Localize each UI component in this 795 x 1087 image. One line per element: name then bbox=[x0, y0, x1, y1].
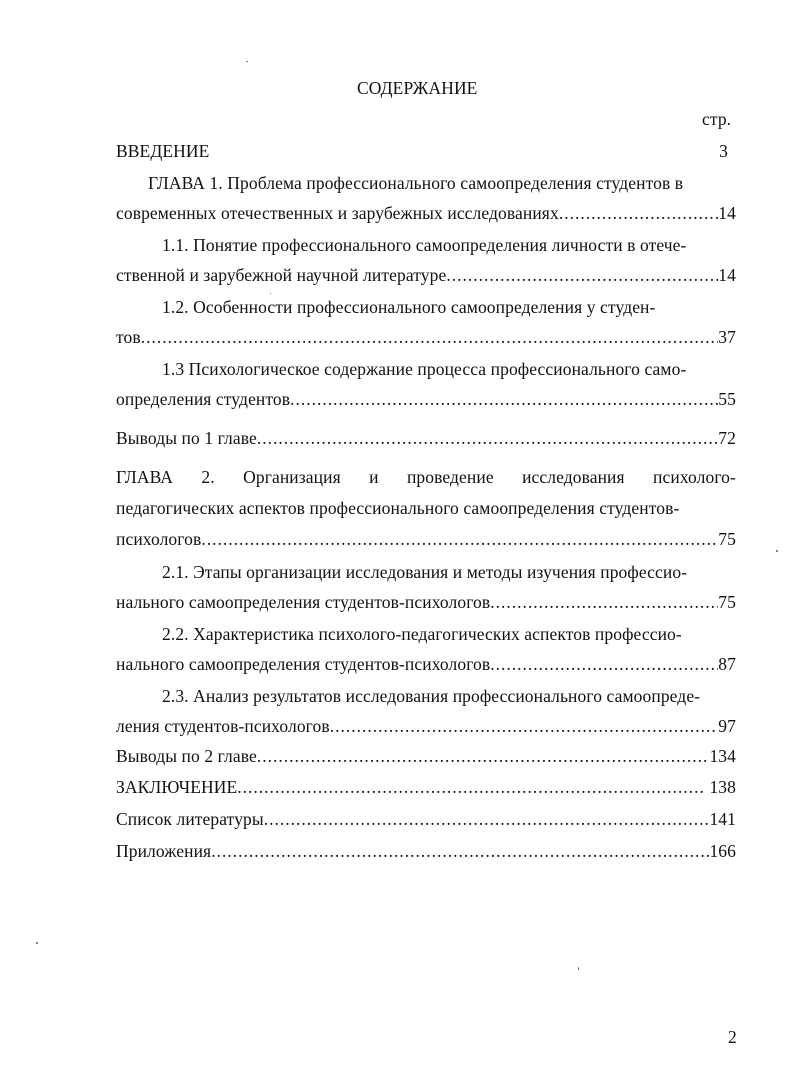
toc-section-1-2-line2 bbox=[116, 326, 736, 348]
toc-entry-label: современных отечественных и зарубежных исследованиях bbox=[116, 203, 559, 223]
page-title: СОДЕРЖАНИЕ bbox=[357, 78, 478, 98]
toc-chapter-2-line3 bbox=[116, 528, 736, 550]
toc-page-number: 72 bbox=[718, 428, 736, 448]
dot-leader bbox=[290, 388, 718, 410]
toc-section-2-3-line1: 2.3. Анализ результатов исследования профессионального самоопреде- bbox=[162, 686, 701, 706]
toc-page-number: 14 bbox=[718, 265, 736, 285]
toc-page-number: 134 bbox=[709, 746, 736, 766]
scan-speck bbox=[270, 293, 271, 294]
toc-entry-label: ственной и зарубежной научной литературе bbox=[116, 265, 447, 285]
toc-entry-intro bbox=[116, 140, 728, 162]
toc-page-number: 138 bbox=[709, 777, 736, 797]
toc-entry-label: определения студентов bbox=[116, 389, 291, 409]
toc-word: исследования bbox=[522, 467, 625, 487]
dot-leader bbox=[257, 427, 718, 449]
toc-page-number: 55 bbox=[718, 389, 736, 409]
toc-entry-label: психологов bbox=[116, 529, 202, 549]
toc-word: 2. bbox=[201, 467, 215, 487]
toc-entry-appendices bbox=[116, 840, 736, 862]
toc-entry-label: Приложения bbox=[116, 841, 212, 861]
scan-speck bbox=[578, 967, 579, 970]
dot-leader bbox=[330, 715, 719, 737]
toc-entry-label: Список литературы bbox=[116, 809, 264, 829]
toc-word: психолого- bbox=[653, 467, 736, 487]
toc-word: Организация bbox=[243, 467, 341, 487]
dot-leader bbox=[141, 326, 719, 348]
toc-page-number: 3 bbox=[719, 141, 728, 161]
scan-speck bbox=[246, 61, 248, 62]
toc-section-2-3-line2 bbox=[116, 715, 736, 737]
dot-leader bbox=[490, 591, 718, 613]
toc-entry-label: нального самоопределения студентов-психологов bbox=[116, 592, 491, 612]
toc-section-1-1-line2 bbox=[116, 264, 736, 286]
toc-section-2-1-line1: 2.1. Этапы организации исследования и методы изучения профессио- bbox=[162, 562, 688, 582]
page-column-label: стр. bbox=[702, 109, 732, 129]
dot-leader bbox=[237, 776, 703, 798]
dot-leader bbox=[490, 653, 718, 675]
dot-leader bbox=[211, 840, 709, 862]
toc-section-1-3-line1: 1.3 Психологическое содержание процесса профессионального само- bbox=[162, 359, 687, 379]
toc-entry-label: тов bbox=[116, 327, 141, 347]
toc-page-number: 37 bbox=[718, 327, 736, 347]
page-number: 2 bbox=[728, 1027, 737, 1047]
toc-page-number: 141 bbox=[709, 809, 736, 829]
toc-section-2-2-line1: 2.2. Характеристика психолого-педагогических аспектов профессио- bbox=[162, 624, 682, 644]
toc-entry-label: Выводы по 2 главе bbox=[116, 746, 257, 766]
scan-speck bbox=[36, 942, 38, 944]
toc-section-1-3-line2 bbox=[116, 388, 736, 410]
dot-leader bbox=[264, 808, 710, 830]
toc-section-1-1-line1: 1.1. Понятие профессионального самоопределения личности в отече- bbox=[162, 235, 687, 255]
toc-section-2-1-line2 bbox=[116, 591, 736, 613]
toc-page-number: 87 bbox=[718, 654, 736, 674]
toc-chapter-1-line1: ГЛАВА 1. Проблема профессионального самоопределения студентов в bbox=[148, 173, 684, 193]
toc-word: и bbox=[369, 467, 379, 487]
toc-entry-label: ЗАКЛЮЧЕНИЕ bbox=[116, 777, 238, 797]
toc-chapter-1-conclusion bbox=[116, 427, 736, 449]
dot-leader bbox=[257, 745, 710, 767]
toc-entry-label: нального самоопределения студентов-психологов bbox=[116, 654, 491, 674]
toc-chapter-2-line2: педагогических аспектов профессионального самоопределения студентов- bbox=[116, 498, 680, 518]
toc-page-number: 97 bbox=[718, 716, 736, 736]
toc-page-number: 166 bbox=[709, 841, 736, 861]
toc-entry-label: ления студентов-психологов bbox=[116, 716, 330, 736]
dot-leader bbox=[446, 264, 718, 286]
toc-entry-label: Выводы по 1 главе bbox=[116, 428, 257, 448]
toc-page-number: 75 bbox=[718, 529, 736, 549]
dot-leader bbox=[559, 202, 718, 224]
toc-section-1-2-line1: 1.2. Особенности профессионального самоопределения у студен- bbox=[162, 297, 656, 317]
toc-word: ГЛАВА bbox=[116, 467, 174, 487]
toc-page-number: 75 bbox=[718, 592, 736, 612]
toc-entry-conclusion bbox=[116, 776, 736, 798]
scan-speck bbox=[776, 550, 778, 552]
toc-entry-label: ВВЕДЕНИЕ bbox=[116, 141, 210, 161]
toc-section-2-2-line2 bbox=[116, 653, 736, 675]
toc-chapter-2-conclusion bbox=[116, 745, 736, 767]
dot-leader bbox=[201, 528, 718, 550]
toc-entry-references bbox=[116, 808, 736, 830]
toc-chapter-2-line1 bbox=[116, 466, 736, 488]
toc-word: проведение bbox=[406, 467, 494, 487]
toc-page-number: 14 bbox=[718, 203, 736, 223]
toc-chapter-1-line2 bbox=[116, 202, 736, 224]
